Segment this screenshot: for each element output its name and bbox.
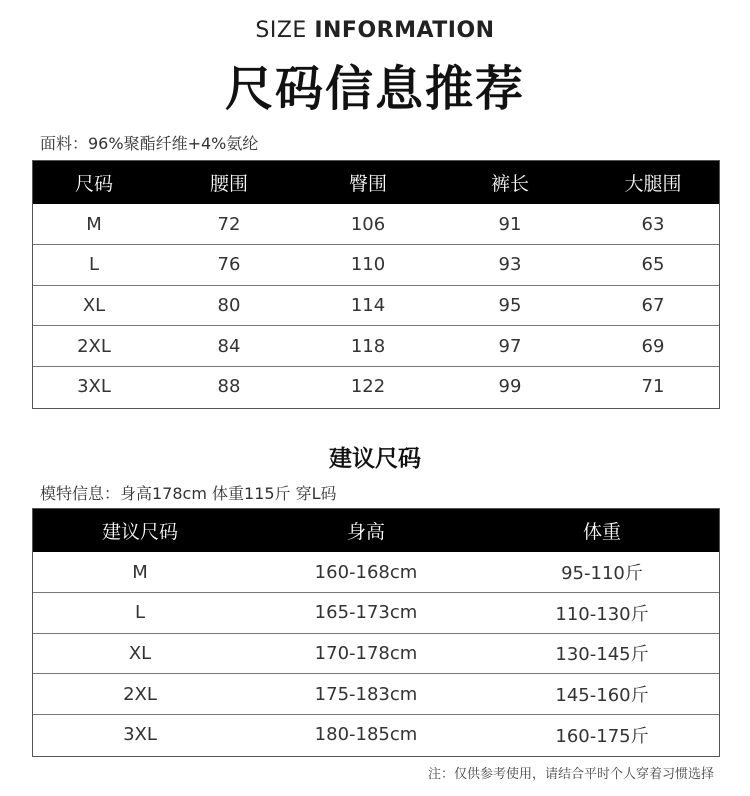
cell-size: 3XL <box>77 376 111 398</box>
cell-thigh: 71 <box>641 376 665 398</box>
header-hip: 臀围 <box>348 172 387 195</box>
recommend-table <box>32 508 720 755</box>
cell-size: 2XL <box>123 683 157 705</box>
cell-waist: 72 <box>217 213 241 235</box>
header-recommended-size: 建议尺码 <box>101 520 178 543</box>
cell-length: 97 <box>498 335 522 357</box>
disclaimer-note: 注：仅供参考使用，请结合平时个人穿着习惯选择 <box>427 767 714 782</box>
table-row <box>32 204 720 245</box>
cell-size: XL <box>82 294 106 316</box>
cell-size: M <box>132 561 148 583</box>
cell-size: L <box>88 254 100 276</box>
cell-size: XL <box>128 642 152 664</box>
table-row <box>32 245 720 286</box>
header-size: 尺码 <box>74 172 113 195</box>
cell-length: 99 <box>498 376 522 398</box>
cell-waist: 76 <box>217 254 241 276</box>
size-information-light: SIZE <box>255 18 307 43</box>
header-height: 身高 <box>346 520 385 543</box>
cell-weight: 160-175斤 <box>555 725 649 747</box>
cell-length: 93 <box>498 254 522 276</box>
cell-height: 180-185cm <box>314 724 418 746</box>
cell-weight: 130-145斤 <box>555 644 649 666</box>
cell-length: 91 <box>498 213 522 235</box>
cell-size: L <box>134 602 146 624</box>
size-table-header <box>32 160 720 204</box>
cell-hip: 110 <box>350 254 386 276</box>
cell-thigh: 65 <box>641 254 665 276</box>
size-table <box>32 160 720 407</box>
cell-weight: 95-110斤 <box>561 563 643 585</box>
cell-weight: 110-130斤 <box>555 603 649 625</box>
header-waist: 腰围 <box>209 172 248 195</box>
size-information-bold: INFORMATION <box>314 18 495 43</box>
cell-height: 165-173cm <box>314 602 418 624</box>
cell-height: 160-168cm <box>314 561 418 583</box>
cell-hip: 106 <box>350 213 386 235</box>
cell-length: 95 <box>498 294 522 316</box>
cell-height: 170-178cm <box>314 642 418 664</box>
table-row <box>32 674 720 715</box>
cell-waist: 84 <box>217 335 241 357</box>
cell-hip: 122 <box>350 376 386 398</box>
header-weight: 体重 <box>582 520 621 543</box>
header-thigh: 大腿围 <box>624 172 682 195</box>
cell-size: M <box>86 213 102 235</box>
table-row <box>32 714 720 755</box>
table-row <box>32 552 720 593</box>
cell-thigh: 69 <box>641 335 665 357</box>
cell-hip: 118 <box>350 335 386 357</box>
table-row <box>32 326 720 367</box>
cell-thigh: 63 <box>641 213 665 235</box>
table-row <box>32 366 720 407</box>
model-info: 模特信息：身高178cm 体重115斤 穿L码 <box>40 484 337 503</box>
recommend-table-header <box>32 508 720 552</box>
table-row <box>32 633 720 674</box>
recommend-section-title: 建议尺码 <box>329 446 421 472</box>
cell-thigh: 67 <box>641 294 665 316</box>
cell-size: 3XL <box>123 724 157 746</box>
cell-waist: 88 <box>217 376 241 398</box>
cell-size: 2XL <box>77 335 111 357</box>
header-length: 裤长 <box>490 172 529 195</box>
page-title: 尺码信息推荐 <box>224 61 525 117</box>
cell-height: 175-183cm <box>314 683 418 705</box>
cell-weight: 145-160斤 <box>555 685 649 707</box>
cell-waist: 80 <box>217 294 241 316</box>
size-information-heading <box>0 18 750 43</box>
table-row <box>32 593 720 634</box>
table-row <box>32 285 720 326</box>
cell-hip: 114 <box>350 294 386 316</box>
fabric-composition: 面料：96%聚酯纤维+4%氨纶 <box>40 134 259 153</box>
